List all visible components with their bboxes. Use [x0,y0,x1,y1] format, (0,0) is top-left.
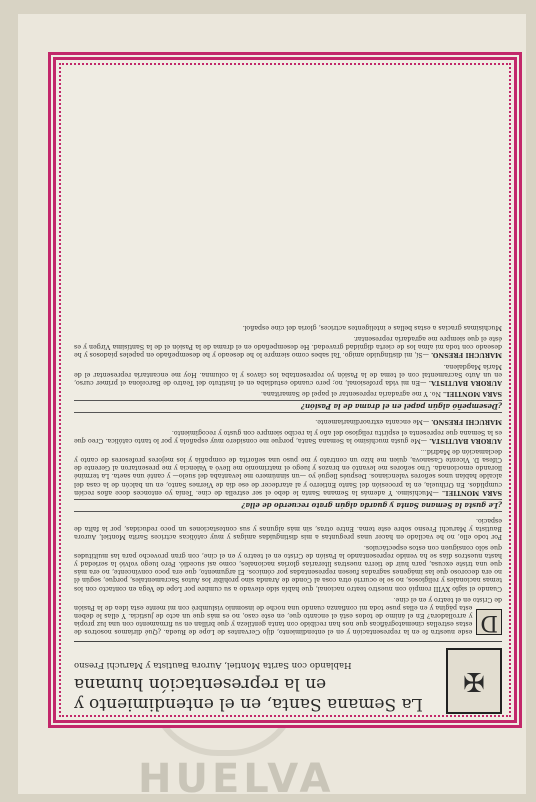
speaker-name: MARUCHI FRESNO. [431,351,502,359]
question-heading: ¿Le gusta la Semana Santa y guarda algún grato recuerdo de ella? [74,499,502,512]
intro-paragraph: D esde nuestra fe en la representación y en el entendimiento, dijo Cervantes de Lope de Rueda. ¿Qué diríamos nosotros de estas estrellas cinematográficas que nos han recibido con tanta gentileza y que brillan en su firmamento con una luz propia y arrolladora? En el ánimo de todos está el encanto que, en este caso, no es más que un acto de justicia. Y ellas le deben esta página y en ellas puse toda mi confianza cuando una noche de insomnio vislumbré con mi mente esta idea de la Pasión de Cristo en el teatro y en el cine. [74,595,502,635]
body-paragraph: Cuando el siglo XVIII rompió con nuestro teatro nacional, que había sido elevado a su cumbre por Lope de Vega en contacto con los temas nacionales y religiosos, no se le ocurrió otra cosa al Conde de Aranda sino prohibir los Autos Sacramentales, porque, según él no era decoroso que las imágenes sagradas fuesen representadas por cómicos. El argumento, que era poco convincente, no era más que una triste excusa, para huir de tierra nuestras literarias glorias nacionales, como así sucedió. Pero luego volvió la seriedad y hasta nuestros días se ha venido representando la Pasión de Cristo en el teatro y en el cine, con gran provecho para las multitudes que sólo consiguen con estos espectáculos. [74,544,502,592]
ornamental-border [48,52,522,728]
ornamental-emblem-icon: ✠ [446,648,502,714]
closing-paragraph: Muchísimas gracias a estas bellas e inteligentes actrices, gloria del cine español. [242,324,502,332]
article-title: La Semana Santa, en el entendimiento y en la representación humana [74,674,423,714]
answer-paragraph: AURORA BAUTISTA. —En mi vida profesional, no; pero cuando estudiaba en el Instituto del Teatro de Barcelona el primer curso, en un Auto Sacramental con el tema de la Pasión yo representaba los clavos y la columna. Hoy me encantaría representar el de María Magdalena. [74,362,502,386]
answer-paragraph: SARA MONTIEL. —Muchísimo. Y además la Semana Santa le debo el ser estrella de cine. Tenía yo entonces doce años recién cumplidos. En Orihuela, en la procesión del Santo Entierro y al atardecer de ese día de Viernes Santo, en un balcón de la casa del alcalde habían unos señores valencianos. Después llegué yo —un sinnúmero me levantaba del suelo— y canté una saeta. La terminé llorando emocionada. Uno señores me levantó en brazos y luego el matrimonio me llevó a Valencia y me presentaron al Gerente de Cifesa D. Vicente Casanova, quien me hizo un contrato y me puso una señorita de compañía y los mejores profesores de canto y declamación de Madrid... [74,448,502,496]
answer-paragraph: MARUCHI FRESNO. —Me encanta extraordinariamente. [315,417,502,425]
answer-paragraph: AURORA BAUTISTA. —Me gusta muchísimo la Semana Santa, porque me considero muy española y por lo tanto católica. Creo que es la Semana que representa el espíritu religioso del año y la recibo siempre con gusto y recogimiento. [74,429,502,445]
scanned-page [18,14,526,802]
question-heading: ¿Desempeñó algún papel en el drama de la Pasión? [74,400,502,413]
speaker-name: AURORA BAUTISTA. [428,378,502,386]
body-paragraph: Por todo ello, no he vacilado en hacer unas preguntas a mis distinguidas amigas y muy católicas actrices Sarita Montiel, Aurora Bautista y Maruchi Fresno sobre este tema. Entre otras, sin más algunas y sus contestaciones un poco reducidas, por la falta de espacio. [74,516,502,540]
answer-paragraph: MARUCHI FRESNO. —Sí, mi distinguido amigo. Tal sabes como siempre lo he deseado y he desempeñado en papeles piadosos y he deseado con toda mi alma los de cierta dignidad gravedad. He desempeñado en el drama de la Pasión el de la Santísima Virgen y es éste el que siempre me agradaría representar. [74,335,502,359]
speaker-name: SARA MONTIEL. [441,488,502,496]
article-body [74,74,502,714]
speaker-name: MARUCHI FRESNO. [431,417,502,425]
speaker-name: SARA MONTIEL. [442,389,502,397]
drop-cap: D [476,609,502,635]
article-header [74,641,502,714]
article-subtitle: Hablando con Sarita Montiel, Aurora Bautista y Maruchi Fresno [74,660,352,670]
answer-paragraph: SARA MONTIEL. No. Y me agradaría representar el papel de Samaritana. [261,389,502,397]
huelva-watermark: HUELVA [138,756,335,802]
speaker-name: AURORA BAUTISTA. [429,437,502,445]
